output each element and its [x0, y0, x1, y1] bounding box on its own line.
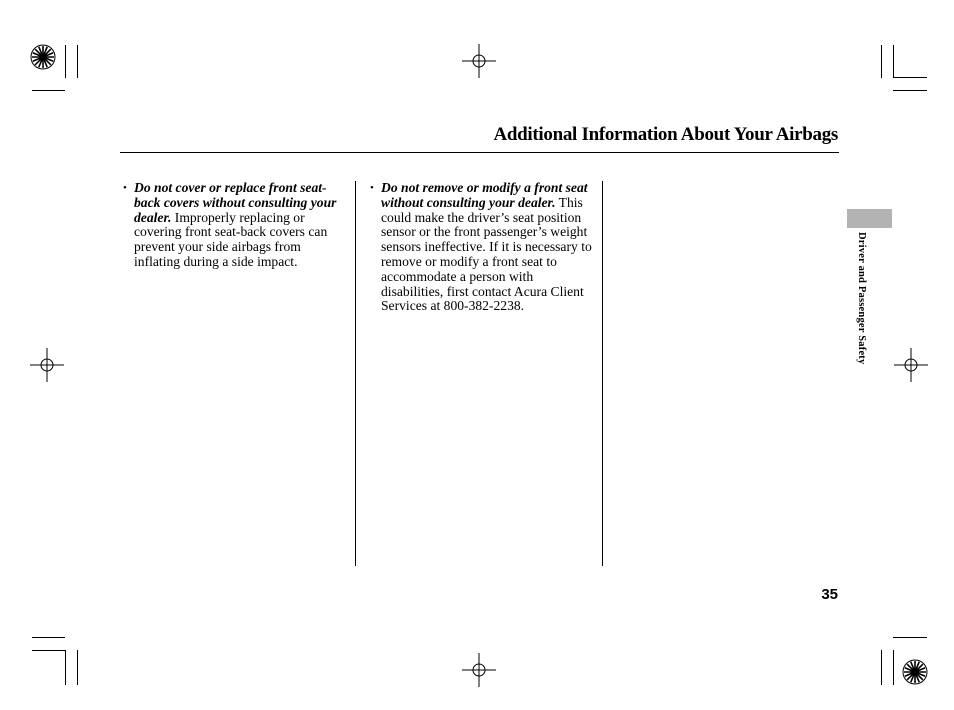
section-tab: [847, 209, 892, 228]
crosshair-icon: [462, 44, 496, 78]
bullet-paragraph: [370, 180, 596, 314]
bullet-icon: •: [370, 182, 374, 194]
crop-mark: [893, 90, 927, 91]
crop-mark: [893, 637, 927, 638]
section-label: Driver and Passenger Safety: [856, 232, 867, 365]
crop-mark: [881, 650, 882, 685]
crop-mark: [881, 45, 882, 78]
paragraph-body: Improperly replacing or covering front seat-back covers can prevent your side airbags from inflating during a side impact.: [134, 209, 328, 269]
crop-mark: [77, 45, 78, 78]
warning-emphasis: Do not cover or replace front seat-back covers without consulting your dealer.: [134, 180, 337, 225]
crop-mark: [32, 637, 65, 638]
registration-star-icon: [902, 659, 928, 685]
crop-mark: [65, 650, 66, 685]
crop-mark: [893, 650, 894, 685]
crop-mark: [32, 650, 65, 651]
page-title: Additional Information About Your Airbags: [493, 124, 838, 145]
crosshair-icon: [894, 348, 928, 382]
bullet-icon: •: [123, 182, 127, 194]
crop-mark: [893, 77, 927, 78]
bullet-paragraph: [123, 180, 348, 270]
title-rule: [120, 152, 839, 153]
crop-mark: [893, 45, 894, 78]
paragraph-body: This could make the driver’s seat position sensor or the front passenger’s weight sensors ineffective. If it is necessary to remove or modify a front seat to accommodate a person with disabilities, first contact Acura Client Services at 800-382-2238.: [381, 194, 592, 314]
crop-mark: [65, 45, 66, 78]
crop-mark: [32, 90, 65, 91]
warning-emphasis: Do not remove or modify a front seat without consulting your dealer.: [381, 180, 588, 210]
crosshair-icon: [462, 653, 496, 687]
column-divider: [602, 181, 603, 566]
crosshair-icon: [30, 348, 64, 382]
page-number: 35: [821, 586, 838, 603]
crop-mark: [77, 650, 78, 685]
registration-star-icon: [30, 44, 56, 70]
column-divider: [355, 181, 356, 566]
